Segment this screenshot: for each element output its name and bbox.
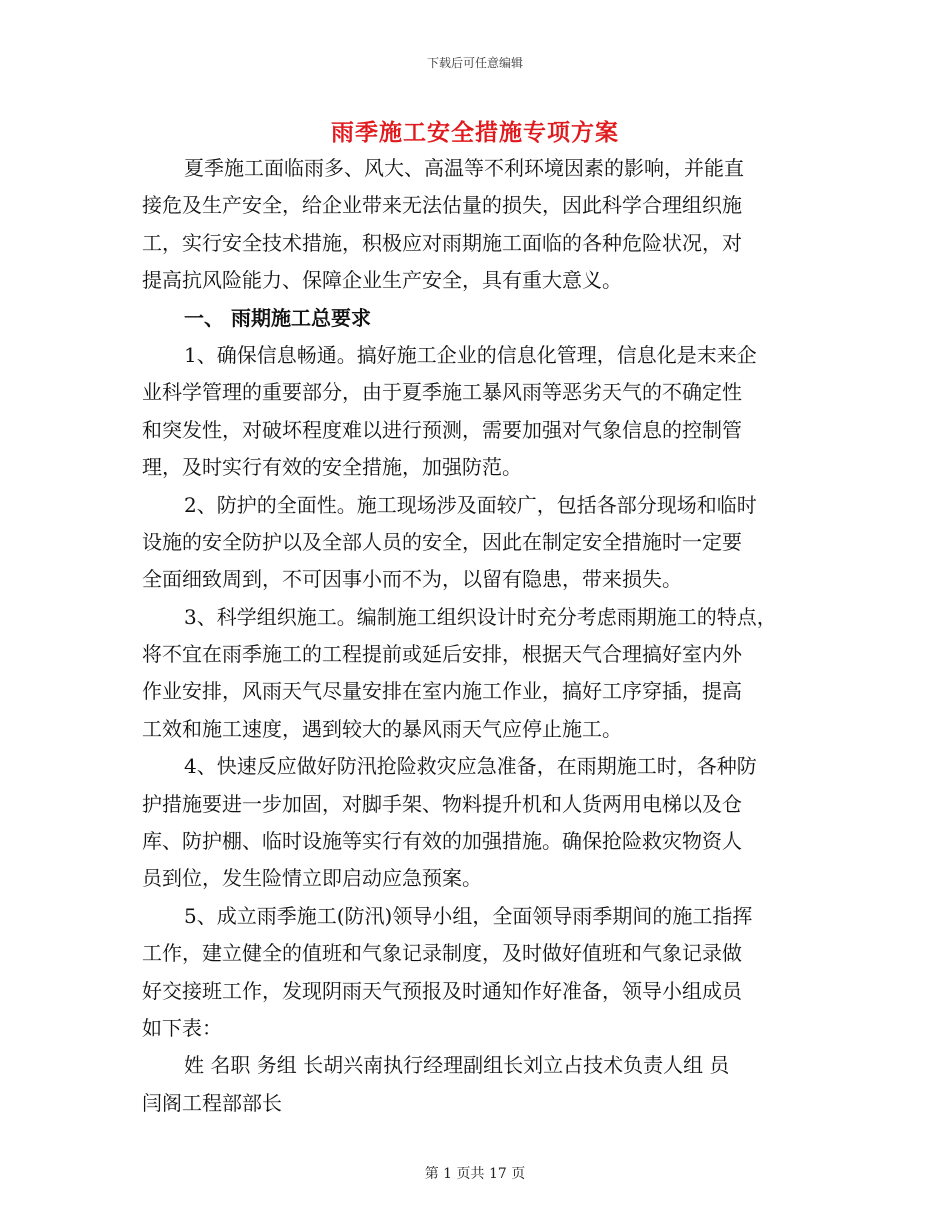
paragraph-line: 作业安排，风雨天气尽量安排在室内施工作业，搞好工序穿插，提高 — [142, 679, 742, 704]
paragraph-line: 好交接班工作，发现阴雨天气预报及时通知作好准备，领导小组成员 — [142, 978, 742, 1003]
paragraph-line: 全面细致周到，不可因事小而不为，以留有隐患，带来损失。 — [142, 567, 682, 592]
paragraph-line: 护措施要进一步加固，对脚手架、物料提升机和人货两用电梯以及仓 — [142, 791, 742, 816]
paragraph-line: 工作，建立健全的值班和气象记录制度，及时做好值班和气象记录做 — [142, 941, 742, 966]
paragraph-line: 员到位，发生险情立即启动应急预案。 — [142, 866, 482, 891]
paragraph-line: 2、防护的全面性。施工现场涉及面较广，包括各部分现场和临时 — [184, 492, 757, 517]
document-body — [142, 150, 822, 1122]
paragraph-line: 姓 名职 务组 长胡兴南执行经理副组长刘立占技术负责人组 员 — [184, 1053, 730, 1078]
paragraph-line: 夏季施工面临雨多、风大、高温等不利环境因素的影响，并能直 — [184, 156, 744, 180]
paragraph-line: 工效和施工速度，遇到较大的暴风雨天气应停止施工。 — [142, 716, 622, 741]
paragraph-line: 如下表： — [142, 1015, 222, 1040]
paragraph-line: 4、快速反应做好防汛抢险救灾应急准备，在雨期施工时，各种防 — [184, 754, 757, 779]
paragraph-line: 和突发性，对破坏程度难以进行预测，需要加强对气象信息的控制管 — [142, 417, 742, 442]
section-heading: 一、 雨期施工总要求 — [184, 305, 371, 330]
paragraph-line: 工，实行安全技术措施，积极应对雨期施工面临的各种危险状况，对 — [142, 230, 742, 255]
page-footer: 第 1 页共 17 页 — [424, 1166, 526, 1182]
page-header: 下载后可任意编辑 — [426, 56, 523, 70]
paragraph-line: 接危及生产安全，给企业带来无法估量的损失，因此科学合理组织施 — [142, 193, 742, 218]
paragraph-line: 设施的安全防护以及全部人员的安全，因此在制定安全措施时一定要 — [142, 529, 742, 554]
paragraph-line: 提高抗风险能力、保障企业生产安全，具有重大意义。 — [142, 268, 622, 293]
paragraph-line: 3、科学组织施工。编制施工组织设计时充分考虑雨期施工的特点， — [184, 604, 777, 629]
paragraph-line: 1、确保信息畅通。搞好施工企业的信息化管理，信息化是末来企 — [184, 342, 757, 367]
paragraph-line: 业科学管理的重要部分，由于夏季施工暴风雨等恶劣天气的不确定性 — [142, 380, 742, 405]
document-title: 雨季施工安全措施专项方案 — [331, 119, 619, 146]
paragraph-line: 将不宜在雨季施工的工程提前或延后安排，根据天气合理搞好室内外 — [142, 642, 742, 667]
paragraph-line: 闫阁工程部部长 — [142, 1090, 282, 1115]
paragraph-line: 理，及时实行有效的安全措施，加强防范。 — [142, 455, 522, 480]
paragraph-line: 5、成立雨季施工(防汛)领导小组，全面领导雨季期间的施工指挥 — [184, 903, 753, 928]
paragraph-line: 库、防护棚、临时设施等实行有效的加强措施。确保抢险救灾物资人 — [142, 829, 742, 854]
